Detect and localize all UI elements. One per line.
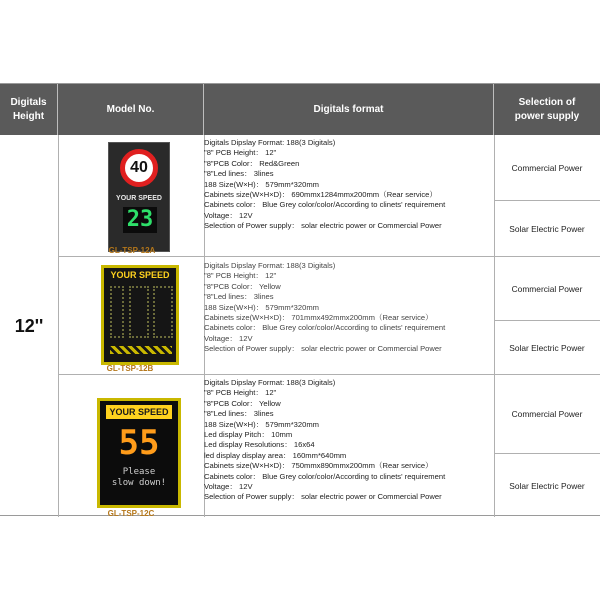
spec-list-12a [204, 138, 494, 232]
spec-line: led display display area： 160mm*640mm [204, 450, 347, 460]
digitals-height-value: 12'' [14, 315, 44, 336]
sign-message-line1: Please [122, 467, 156, 477]
spec-line: Cabinets size(W×H×D)： 690mmx1284mmx200mm（Rear service） [204, 189, 437, 199]
spec-line: Led display Resolutions： 16x64 [204, 440, 315, 450]
chevron-stripe [110, 346, 172, 354]
sign-image-12b [101, 265, 179, 365]
power-option-commercial: Commercial Power [511, 409, 583, 419]
spec-line: "8"Led lines： 3lines [204, 169, 274, 179]
spec-list-12b [204, 261, 494, 355]
spec-line: Cabinets color： Blue Grey color/color/According to clinets' requirement [204, 323, 446, 333]
spec-line: Cabinets size(W×H×D)： 701mmx492mmx200mm（Rear service） [204, 312, 433, 322]
header-model-no: Model No. [58, 84, 204, 135]
spec-line: Digitals Dipslay Format: 188(3 Digitals) [204, 261, 336, 270]
power-option-commercial: Commercial Power [511, 283, 583, 294]
sign-title: YOUR SPEED [116, 195, 162, 202]
power-option-solar: Solar Electric Power [509, 480, 585, 491]
model-label-12c: GL-TSP-12C [107, 509, 155, 518]
led-digit [153, 286, 173, 338]
spec-line: Selection of Power supply： solar electric power or Commercial Power [204, 221, 442, 231]
spec-line: Led display Pitch： 10mm [204, 429, 293, 439]
power-option-solar: Solar Electric Power [509, 342, 585, 353]
spec-line: Voltage： 12V [204, 333, 253, 343]
header-power-supply: Selection of power supply [494, 84, 600, 135]
spec-line: 188 Size(W×H)： 579mm*320mm [204, 419, 319, 429]
model-label-12a: GL-TSP-12A [108, 246, 156, 255]
spec-line: "8"Led lines： 3lines [204, 409, 274, 419]
spec-list-12c [204, 378, 494, 503]
spec-line: "8" PCB Height： 12" [204, 388, 277, 398]
spec-line: Cabinets color： Blue Grey color/color/According to clinets' requirement [204, 200, 446, 210]
spec-line: Digitals Dipslay Format: 188(3 Digitals) [204, 138, 336, 147]
spec-line: Selection of Power supply： solar electric power or Commercial Power [204, 344, 442, 354]
header-digitals-format: Digitals format [204, 84, 494, 135]
spec-line: "8" PCB Height： 12" [204, 271, 277, 281]
speed-display: 23 [123, 207, 157, 233]
sign-image-12a [108, 142, 170, 252]
led-digit [110, 286, 124, 338]
speed-display: 55 [118, 423, 160, 463]
spec-line: Voltage： 12V [204, 210, 253, 220]
spec-line: "8"Led lines： 3lines [204, 292, 274, 302]
power-option-solar: Solar Electric Power [509, 223, 585, 234]
sign-title: YOUR SPEED [110, 270, 170, 280]
spec-line: 188 Size(W×H)： 579mm*320mm [204, 302, 319, 312]
spec-line: Cabinets color： Blue Grey color/color/According to clinets' requirement [204, 471, 446, 481]
header-digitals-height: Digitals Height [0, 84, 58, 135]
spec-line: "8" PCB Height： 12" [204, 148, 277, 158]
grid-line [58, 135, 59, 517]
led-digit [129, 286, 149, 338]
sign-image-12c [97, 398, 181, 508]
spec-line: "8"PCB Color： Yellow [204, 281, 281, 291]
spec-line: "8"PCB Color： Red&Green [204, 158, 300, 168]
spec-line: 188 Size(W×H)： 579mm*320mm [204, 179, 319, 189]
spec-line: "8"PCB Color： Yellow [204, 398, 281, 408]
sign-title: YOUR SPEED [106, 405, 172, 419]
sign-message-line2: slow down! [111, 478, 167, 488]
spec-line: Selection of Power supply： solar electric power or Commercial Power [204, 492, 442, 502]
spec-line: Cabinets size(W×H×D)： 750mmx890mmx200mm（Rear service） [204, 461, 433, 471]
spec-line: Voltage： 12V [204, 481, 253, 491]
power-option-commercial: Commercial Power [511, 162, 583, 173]
speed-limit-sign: 40 [120, 149, 158, 187]
spec-line: Digitals Dipslay Format: 188(3 Digitals) [204, 378, 336, 387]
spec-table [0, 83, 600, 516]
model-label-12b: GL-TSP-12B [106, 364, 154, 373]
